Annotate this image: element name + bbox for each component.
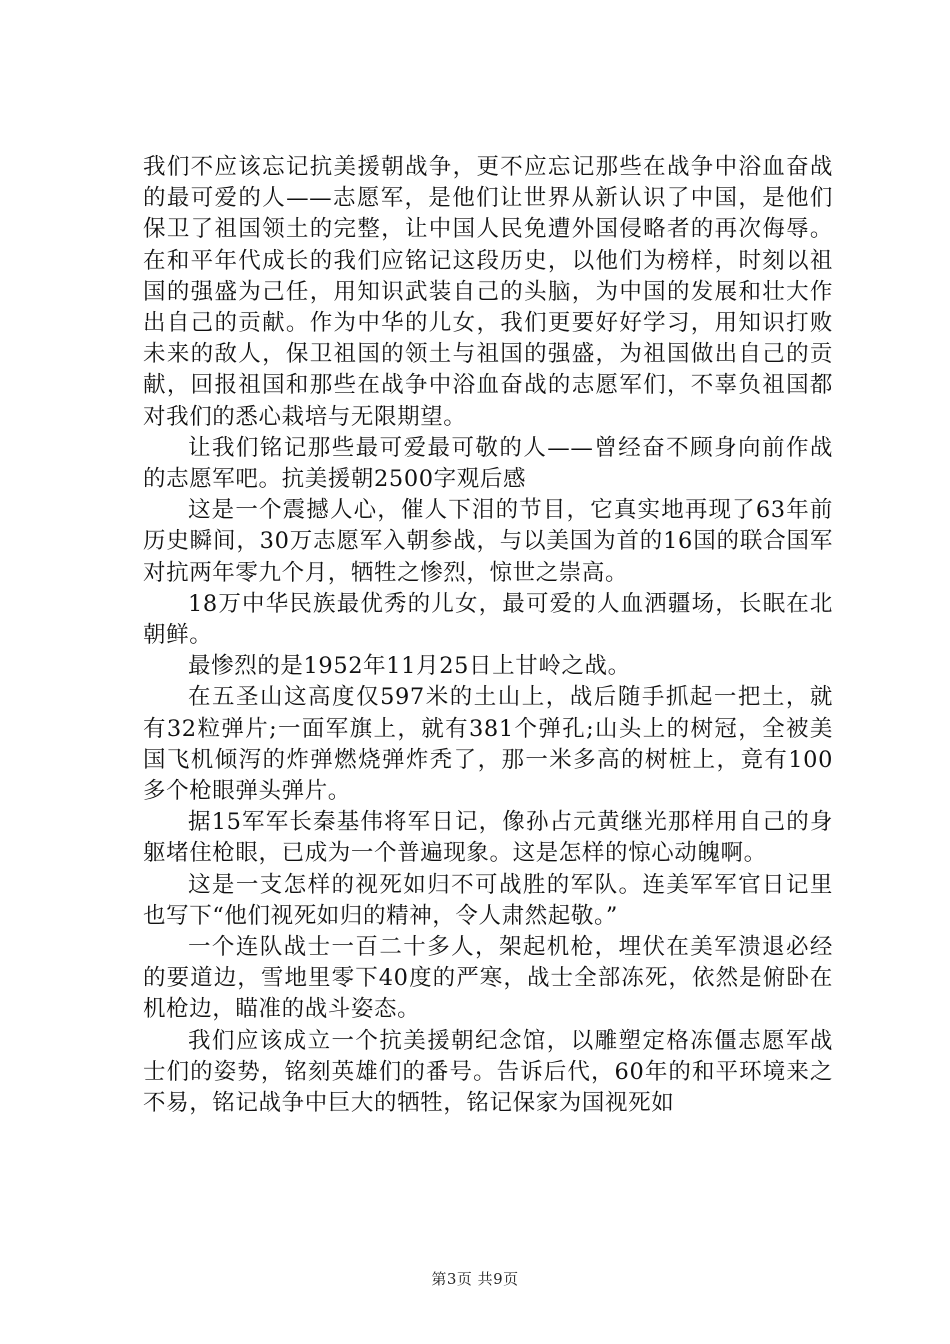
paragraph: 最惨烈的是1952年11月25日上甘岭之战。 — [188, 653, 631, 680]
paragraph: 一个连队战士一百二十多人，架起机枪，埋伏在美军溃退必经的要道边，雪地里零下40度的严寒，战士全部冻死，依然是俯卧在机枪边，瞄准的战斗姿态。 — [143, 934, 833, 1023]
paragraph: 这是一支怎样的视死如归不可战胜的军队。连美军军官日记里也写下“他们视死如归的精神，令人肃然起敬。” — [143, 871, 833, 929]
paragraph: 据15军军长秦基伟将军日记，像孙占元黄继光那样用自己的身躯堵住枪眼，已成为一个普遍现象。这是怎样的惊心动魄啊。 — [143, 809, 833, 867]
paragraph: 18万中华民族最优秀的儿女，最可爱的人血洒疆场，长眠在北朝鲜。 — [143, 590, 833, 649]
document-body — [143, 152, 833, 1119]
paragraph: 这是一个震撼人心，催人下泪的节目，它真实地再现了63年前历史瞬间，30万志愿军入朝参战，与以美国为首的16国的联合国军对抗两年零九个月，牺牲之惨烈，惊世之崇高。 — [143, 497, 833, 586]
page-number-footer: 第3页 共9页 — [431, 1270, 519, 1288]
paragraph: 我们应该成立一个抗美援朝纪念馆，以雕塑定格冻僵志愿军战士们的姿势，铭刻英雄们的番号。告诉后代，60年的和平环境来之不易，铭记战争中巨大的牺牲，铭记保家为国视死如 — [143, 1027, 833, 1117]
paragraph: 让我们铭记那些最可爱最可敬的人——曾经奋不顾身向前作战的志愿军吧。抗美援朝2500字观后感 — [143, 434, 833, 493]
paragraph: 我们不应该忘记抗美援朝战争，更不应忘记那些在战争中浴血奋战的最可爱的人——志愿军，是他们让世界从新认识了中国，是他们保卫了祖国领土的完整，让中国人民免遭外国侵略者的再次侮辱。在和平年代成长的我们应铭记这段历史，以他们为榜样，时刻以祖国的强盛为己任，用知识武装自己的头脑，为中国的发展和壮大作出自己的贡献。作为中华的儿女，我们更要好好学习，用知识打败未来的敌人，保卫祖国的领土与祖国的强盛，为祖国做出自己的贡献，回报祖国和那些在战争中浴血奋战的志愿军们，不辜负祖国都对我们的悉心栽培与无限期望。 — [143, 154, 833, 430]
paragraph: 在五圣山这高度仅597米的土山上，战后随手抓起一把土，就有32粒弹片;一面军旗上，就有381个弹孔;山头上的树冠，全被美国飞机倾泻的炸弹燃烧弹炸秃了，那一米多高的树桩上，竟有100多个枪眼弹头弹片。 — [143, 684, 833, 805]
